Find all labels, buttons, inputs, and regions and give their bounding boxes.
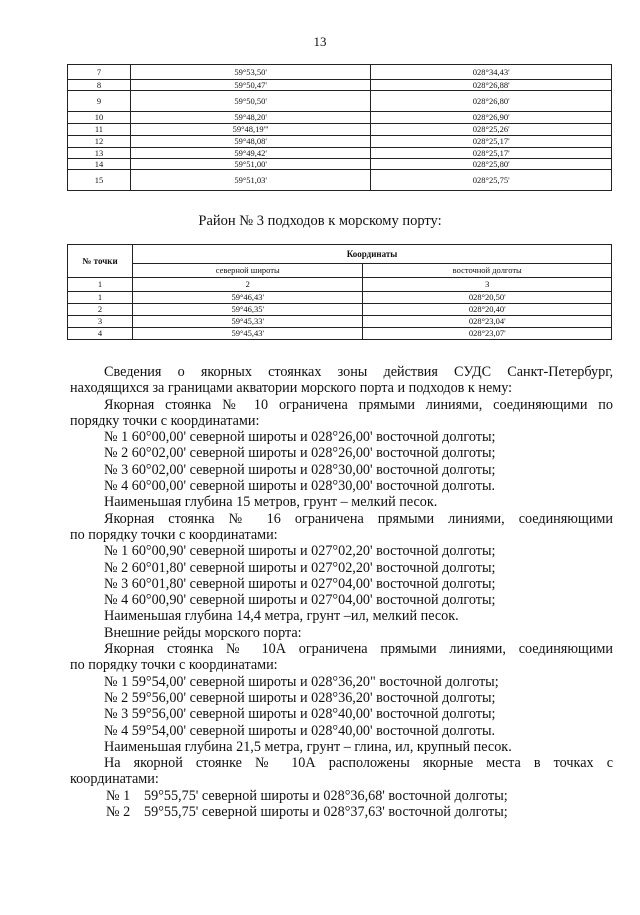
anchorage-16-point-2: № 2 60°01,80' северной широты и 027°02,20' восточной долготы; [104,559,496,576]
anchorage-10-depth: Наименьшая глубина 15 метров, грунт – мелкий песок. [104,494,438,511]
point-number-cell: 10 [68,112,131,124]
latitude-cell: 59°51,03' [130,170,371,191]
outer-roads-heading: Внешние рейды морского порта: [104,624,302,641]
longitude-cell: 028°20,50' [363,292,612,304]
longitude-cell: 028°25,26' [371,124,612,136]
latitude-cell: 59°46,43' [133,292,363,304]
anchorage-10-point-4: № 4 60°00,00' северной широты и 028°30,00' восточной долготы. [104,478,496,495]
anchorage-10-line-1: Якорная стоянка № 10 ограничена прямыми линиями, соединяющими по [104,396,613,413]
anchor-place-1-coords: 59°55,75' северной широты и 028°36,68' восточной долготы; [144,787,508,804]
longitude-cell: 028°26,88' [371,80,612,91]
longitude-cell: 028°25,80' [371,159,612,170]
anchorage-16-line-1: Якорная стоянка № 16 ограничена прямыми линиями, соединяющими [104,510,613,527]
table2-row [68,328,612,340]
latitude-cell: 59°45,43' [133,328,363,340]
table1-row [68,136,612,148]
anchorage-10a-point-2: № 2 59°56,00' северной широты и 028°36,20' восточной долготы; [104,689,496,706]
longitude-cell: 028°25,75' [371,170,612,191]
intro-line-1: Сведения о якорных стоянках зоны действия СУДС Санкт-Петербург, [104,364,613,380]
anchorage-10-point-3: № 3 60°02,00' северной широты и 028°30,00' восточной долготы; [104,461,496,478]
table1-row [68,91,612,112]
table2-row [68,292,612,304]
anchor-place-1 [70,788,613,804]
latitude-cell: 59°45,33' [133,316,363,328]
point-number-cell: 12 [68,136,131,148]
anchorage-10-line-2: порядку точки с координатами: [70,412,260,429]
intro-line-2: находящихся за границами акватории морского порта и подходов к нему: [70,380,513,397]
point-number-cell: 13 [68,148,131,159]
column-index-row [68,278,612,292]
latitude-cell: 59°50,50' [130,91,371,112]
longitude-cell: 028°34,43' [371,65,612,80]
anchorage-16-point-1: № 1 60°00,90' северной широты и 027°02,20' восточной долготы; [104,543,496,560]
anchor-places-line-2: координатами: [70,771,159,788]
latitude-cell: 59°50,47' [130,80,371,91]
longitude-cell: 028°26,80' [371,91,612,112]
page-number: 13 [313,34,327,49]
point-number-cell: 2 [68,304,133,316]
latitude-cell: 59°46,35' [133,304,363,316]
anchor-place-2-coords: 59°55,75' северной широты и 028°37,63' восточной долготы; [144,804,508,821]
point-number-cell: 8 [68,80,131,91]
column-index-cell: 3 [363,278,612,292]
latitude-cell: 59°48,08' [130,136,371,148]
anchorage-10-point-1: № 1 60°00,00' северной широты и 028°26,00' восточной долготы; [104,429,496,446]
anchorage-16-line-2: по порядку точки с координатами: [70,526,278,543]
anchorage-10a-point-4: № 4 59°54,00' северной широты и 028°40,00' восточной долготы. [104,722,496,739]
anchorage-10a-line-2: по порядку точки с координатами: [70,657,278,674]
area-3-coordinates-table [67,244,612,340]
anchor-places-line-1: На якорной стоянке № 10А расположены якорные места в точках с [104,755,613,772]
anchorage-16-depth: Наименьшая глубина 14,4 метра, грунт –ил, мелкий песок. [104,608,459,625]
anchorage-10a-point-1: № 1 59°54,00' северной широты и 028°36,20" восточной долготы; [104,673,499,690]
column-index-cell: 1 [68,278,133,292]
header-coordinates: Координаты [133,245,612,264]
point-number-cell: 7 [68,65,131,80]
point-number-cell: 4 [68,328,133,340]
anchor-place-1-number: № 1 [106,787,131,804]
anchorage-16-point-4: № 4 60°00,90' северной широты и 027°04,00' восточной долготы; [104,592,496,609]
coordinates-table-continued [67,64,612,191]
table1-row [68,112,612,124]
point-number-cell: 11 [68,124,131,136]
anchorage-16-point-3: № 3 60°01,80' северной широты и 027°04,00' восточной долготы; [104,575,496,592]
header-latitude: северной широты [133,264,363,278]
header-longitude: восточной долготы [363,264,612,278]
longitude-cell: 028°20,40' [363,304,612,316]
longitude-cell: 028°25,17' [371,148,612,159]
header-point-number: № точки [68,245,133,278]
longitude-cell: 028°23,04' [363,316,612,328]
point-number-cell: 14 [68,159,131,170]
table2-row [68,304,612,316]
section-title: Район № 3 подходов к морскому порту: [198,213,442,229]
latitude-cell: 59°48,19'" [130,124,371,136]
anchorage-description [70,364,613,820]
point-number-cell: 1 [68,292,133,304]
table1-row [68,80,612,91]
table1-row [68,124,612,136]
column-index-cell: 2 [133,278,363,292]
point-number-cell: 15 [68,170,131,191]
table2-row [68,316,612,328]
table1-row [68,170,612,191]
point-number-cell: 3 [68,316,133,328]
longitude-cell: 028°23,07' [363,328,612,340]
latitude-cell: 59°48,20' [130,112,371,124]
longitude-cell: 028°26,90' [371,112,612,124]
latitude-cell: 59°51,00' [130,159,371,170]
anchor-place-2 [70,804,613,820]
point-number-cell: 9 [68,91,131,112]
table1-row [68,148,612,159]
anchorage-10a-depth: Наименьшая глубина 21,5 метра, грунт – глина, ил, крупный песок. [104,738,512,755]
anchorage-10a-point-3: № 3 59°56,00' северной широты и 028°40,00' восточной долготы; [104,706,496,723]
anchor-place-2-number: № 2 [106,804,131,821]
longitude-cell: 028°25,17' [371,136,612,148]
latitude-cell: 59°49,42' [130,148,371,159]
anchorage-10a-line-1: Якорная стоянка № 10А ограничена прямыми линиями, соединяющими [104,641,613,658]
latitude-cell: 59°53,50' [130,65,371,80]
table1-row [68,65,612,80]
anchorage-10-point-2: № 2 60°02,00' северной широты и 028°26,00' восточной долготы; [104,445,496,462]
table1-row [68,159,612,170]
